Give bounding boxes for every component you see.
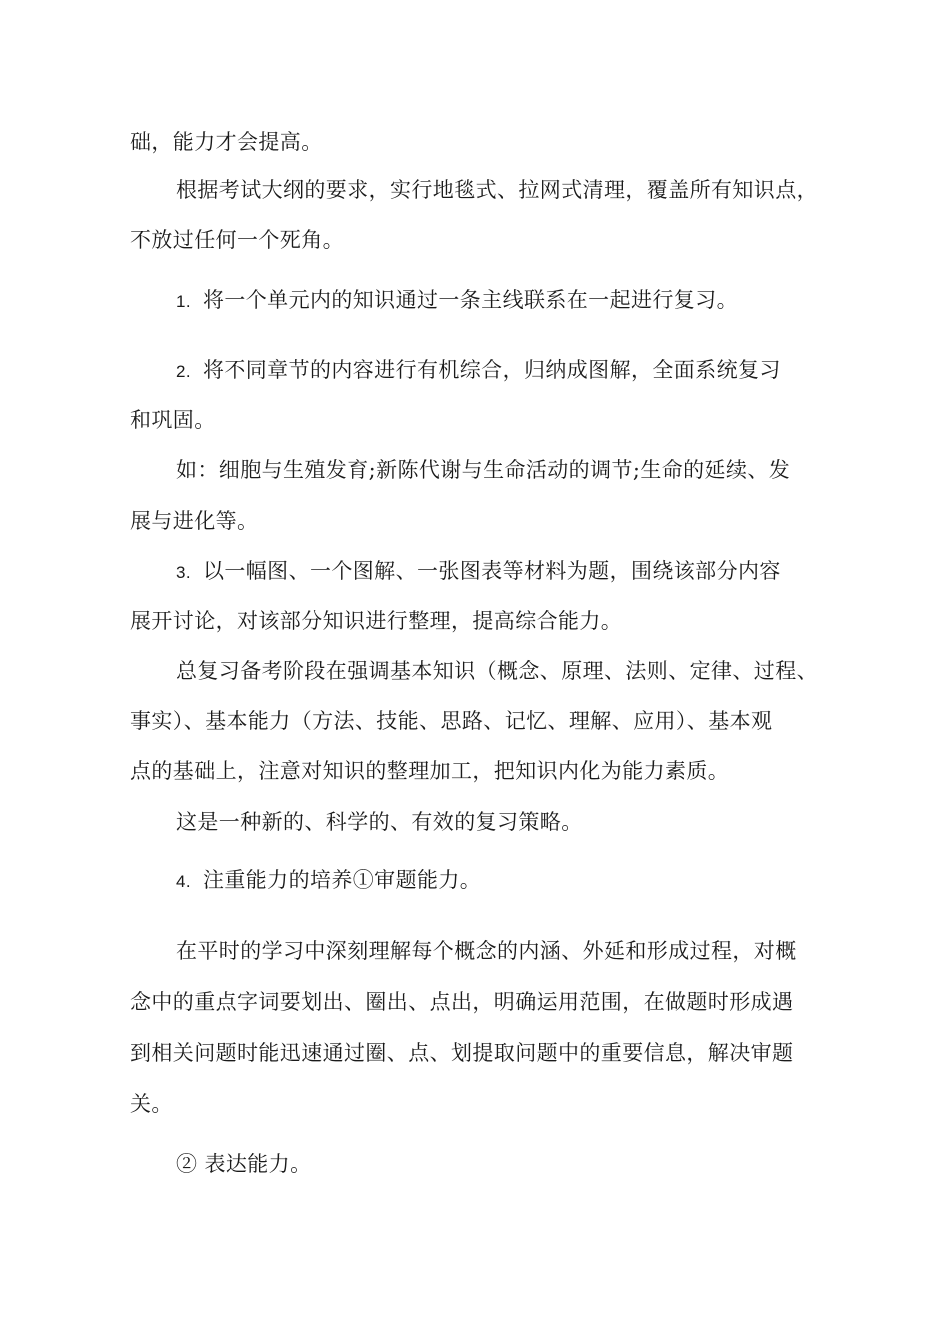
list-item-2: [176, 356, 781, 386]
list-item-3: [176, 557, 781, 587]
paragraph-line: 总复习备考阶段在强调基本知识（概念、原理、法则、定律、过程、: [176, 659, 818, 683]
list-number: 4.: [176, 872, 191, 891]
paragraph-line: 根据考试大纲的要求，实行地毯式、拉网式清理，覆盖所有知识点，: [176, 178, 818, 202]
paragraph-line: 点的基础上，注意对知识的整理加工，把知识内化为能力素质。: [130, 759, 730, 783]
paragraph-line: 到相关问题时能迅速通过圈、点、划提取问题中的重要信息，解决审题: [130, 1041, 794, 1065]
paragraph-line: ② 表达能力。: [176, 1152, 312, 1176]
list-item-1: [176, 286, 738, 316]
paragraph-line: 不放过任何一个死角。: [130, 228, 344, 252]
paragraph-line: 和巩固。: [130, 408, 216, 432]
list-item-text: 将一个单元内的知识通过一条主线联系在一起进行复习。: [202, 288, 738, 312]
list-item-4: [176, 866, 481, 896]
paragraph-line: 如：细胞与生殖发育;新陈代谢与生命活动的调节;生命的延续、发: [176, 458, 791, 482]
list-number: 1.: [176, 292, 191, 311]
paragraph-line: 础，能力才会提高。: [130, 130, 323, 154]
paragraph-line: 关。: [130, 1092, 173, 1116]
paragraph-line: 在平时的学习中深刻理解每个概念的内涵、外延和形成过程，对概: [176, 939, 797, 963]
paragraph-line: 念中的重点字词要划出、圈出、点出，明确运用范围，在做题时形成遇: [130, 990, 794, 1014]
paragraph-line: 展与进化等。: [130, 509, 259, 533]
list-item-text: 将不同章节的内容进行有机综合，归纳成图解，全面系统复习: [202, 358, 781, 382]
list-number: 2.: [176, 362, 191, 381]
paragraph-line: 展开讨论，对该部分知识进行整理，提高综合能力。: [130, 609, 623, 633]
list-item-text: 以一幅图、一个图解、一张图表等材料为题，围绕该部分内容: [202, 559, 781, 583]
paragraph-line: 事实）、基本能力（方法、技能、思路、记忆、理解、应用）、基本观: [130, 709, 773, 733]
paragraph-line: 这是一种新的、科学的、有效的复习策略。: [176, 810, 583, 834]
list-number: 3.: [176, 563, 191, 582]
list-item-text: 注重能力的培养①审题能力。: [202, 868, 482, 892]
